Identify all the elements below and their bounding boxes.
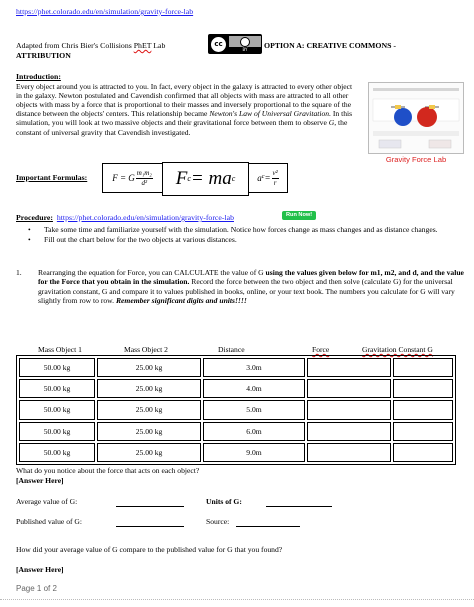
thumbnail-caption: Gravity Force Lab — [385, 155, 447, 164]
license-option-heading: OPTION A: CREATIVE COMMONS - — [264, 41, 396, 50]
centripetal-acceleration-formula: a c = $\frac{\text{v²}}{r}$ — [248, 163, 288, 193]
answer-here-1[interactable]: [Answer Here] — [16, 476, 64, 485]
column-header-mass-2: Mass Object 2 — [124, 345, 168, 354]
important-formulas-label: Important Formulas: — [16, 173, 88, 182]
page-number: Page 1 of 2 — [16, 584, 57, 593]
column-header-distance: Distance — [218, 345, 245, 354]
table-cell: 6.0m — [203, 422, 305, 441]
table-cell: 25.00 kg — [97, 358, 201, 377]
simulation-preview-icon — [369, 83, 463, 153]
procedure-line: Procedure: https://phet.colorado.edu/en/simulation/gravity-force-lab — [16, 213, 234, 222]
force-input-cell[interactable] — [307, 443, 391, 462]
attribution-heading: ATTRIBUTION — [16, 51, 71, 60]
average-g-label: Average value of G: — [16, 497, 78, 506]
g-input-cell[interactable] — [393, 400, 453, 419]
table-cell: 50.00 kg — [19, 400, 95, 419]
introduction-text: Every object around you is attracted to you. In fact, every object in the galaxy is attracted to every other object in the galaxy. Newton postulated and Cavendish confirmed that all objects with mass are attracted to all other objects with mass by a force that is proportional to their masses and inversely proportional to the square of the distance between the objects' centers. This relationship became Newton's Law of Universal Gravitation. In this simulation, you will look at two massive objects and their gravitational force between them to observe G, the constant of universal gravity that Cavendish investigated. — [16, 82, 353, 137]
procedure-bullets — [28, 225, 458, 245]
g-input-cell[interactable] — [393, 443, 453, 462]
adapted-from-text: Adapted from Chris Bier's Collisions PhET Lab — [16, 41, 166, 50]
force-input-cell[interactable] — [307, 379, 391, 398]
cc-icon: cc — [210, 36, 227, 53]
question-1: 1. Rearranging the equation for Force, you can CALCULATE the value of G using the values given below for m1, m2, and d, and the value for the Force that you obtain in the simulation. Record the force between the two object and then solve (calculate G) for the universal gravitation constant, G and compare it to values published in books, online, or your text book. The numbers you calculate for G will vary slightly from row to row. Remember significant digits and units!!!! — [16, 268, 464, 305]
cc-by-badge — [208, 34, 262, 54]
table-cell: 3.0m — [203, 358, 305, 377]
column-header-mass-1: Mass Object 1 — [38, 345, 82, 354]
column-header-gravitation-constant: Gravitation Constant G — [362, 345, 433, 354]
table-cell: 50.00 kg — [19, 358, 95, 377]
table-cell: 25.00 kg — [97, 379, 201, 398]
simulation-thumbnail[interactable] — [368, 82, 464, 154]
g-input-cell[interactable] — [393, 379, 453, 398]
table-cell: 50.00 kg — [19, 443, 95, 462]
table-cell: 25.00 kg — [97, 443, 201, 462]
average-g-field[interactable] — [116, 497, 184, 507]
g-input-cell[interactable] — [393, 422, 453, 441]
published-g-field[interactable] — [116, 517, 184, 527]
comparison-question: How did your average value of G compare to the published value for G that you found? — [16, 545, 283, 554]
gravitation-formula: F = G $\frac{\text{m₁m₂}}{\text{d²}}$ — [102, 163, 163, 193]
force-input-cell[interactable] — [307, 422, 391, 441]
data-table — [16, 355, 456, 465]
observation-question: What do you notice about the force that acts on each object? — [16, 466, 200, 475]
table-cell: 50.00 kg — [19, 379, 95, 398]
table-cell: 9.0m — [203, 443, 305, 462]
published-g-label: Published value of G: — [16, 517, 83, 526]
column-header-force: Force — [312, 345, 330, 354]
page-divider — [0, 599, 474, 600]
procedure-link[interactable]: https://phet.colorado.edu/en/simulation/gravity-force-lab — [56, 213, 234, 222]
introduction-heading: Introduction: — [16, 72, 61, 81]
simulation-link[interactable]: https://phet.colorado.edu/en/simulation/gravity-force-lab — [16, 7, 194, 16]
g-input-cell[interactable] — [393, 358, 453, 377]
table-cell: 5.0m — [203, 400, 305, 419]
answer-here-2[interactable]: [Answer Here] — [16, 565, 64, 574]
source-label: Source: — [206, 517, 230, 526]
force-input-cell[interactable] — [307, 400, 391, 419]
table-cell: 4.0m — [203, 379, 305, 398]
run-now-button[interactable]: Run Now! — [282, 211, 316, 220]
table-cell: 50.00 kg — [19, 422, 95, 441]
source-field[interactable] — [236, 517, 300, 527]
units-of-g-label: Units of G: — [206, 497, 242, 506]
list-item: • Fill out the chart below for the two objects at various distances. — [28, 235, 458, 244]
by-icon: BY — [229, 36, 261, 52]
table-cell: 25.00 kg — [97, 422, 201, 441]
table-cell: 25.00 kg — [97, 400, 201, 419]
list-item: • Take some time and familiarize yourself with the simulation. Notice how forces change as mass changes and as distance changes. — [28, 225, 458, 234]
units-of-g-field[interactable] — [266, 497, 332, 507]
centripetal-force-formula: F c = ma c — [162, 162, 249, 196]
force-input-cell[interactable] — [307, 358, 391, 377]
